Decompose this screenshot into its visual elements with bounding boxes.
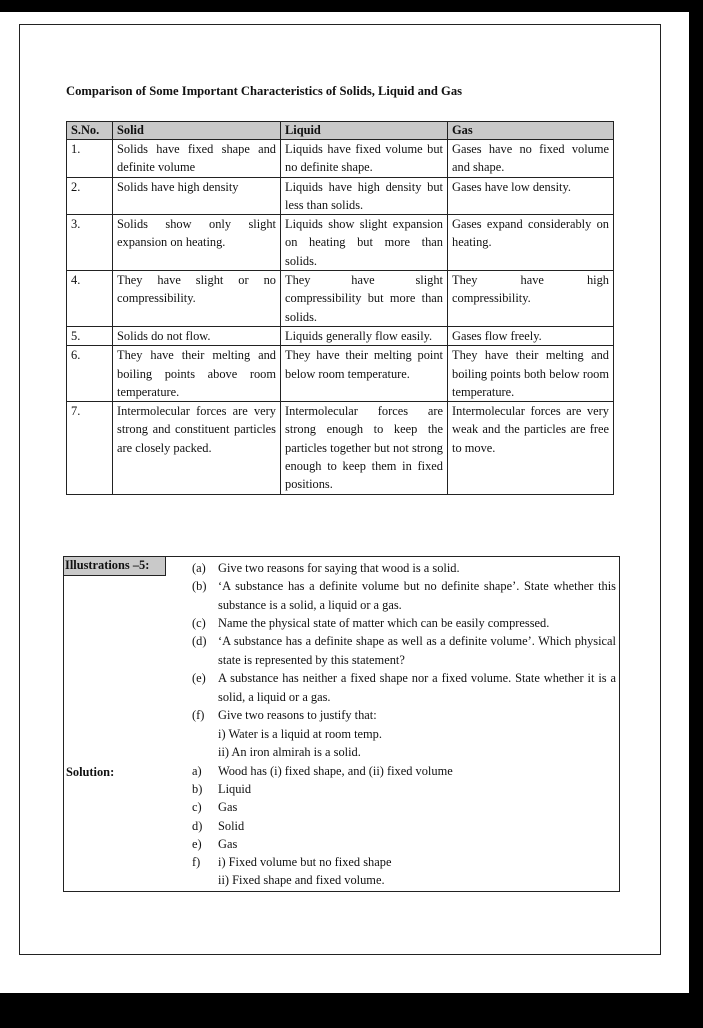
cell-liquid: Liquids have fixed volume but no definite shape.	[281, 140, 448, 178]
solution-label: Solution:	[66, 765, 115, 779]
solution-text: Liquid	[218, 782, 252, 796]
solution-text: Wood has (i) fixed shape, and (ii) fixed volume	[218, 764, 453, 778]
header-solid: Solid	[113, 122, 281, 140]
solution-marker: f)	[192, 855, 201, 869]
cell-solid: Solids show only slight expansion on heating.	[113, 215, 281, 271]
cell-sno: 6.	[67, 346, 113, 402]
question-marker: (c)	[192, 616, 206, 630]
solution-text: Solid	[218, 819, 245, 833]
cell-liquid: Intermolecular forces are strong enough to keep the particles together but not strong enough to keep them in fixed positions.	[281, 402, 448, 494]
cell-gas: They have their melting and boiling points both below room temperature.	[448, 346, 614, 402]
table-row	[67, 177, 614, 215]
cell-solid: Solids do not flow.	[113, 326, 281, 345]
table-row	[67, 326, 614, 345]
cell-liquid: Liquids have high density but less than solids.	[281, 177, 448, 215]
cell-gas: They have high compressibility.	[448, 271, 614, 327]
table-row	[67, 215, 614, 271]
table-row	[67, 402, 614, 494]
top-black-bar	[0, 0, 703, 12]
table-row	[67, 271, 614, 327]
question-item	[192, 669, 616, 706]
solution-extra-text: ii) Fixed shape and fixed volume.	[218, 873, 385, 887]
solution-extra	[192, 871, 385, 890]
right-black-strip	[689, 12, 703, 993]
cell-solid: Solids have fixed shape and definite volume	[113, 140, 281, 178]
solution-text: i) Fixed volume but no fixed shape	[218, 855, 392, 869]
sub-question-text: ii) An iron almirah is a solid.	[218, 745, 361, 759]
question-marker: (d)	[192, 634, 207, 648]
cell-liquid: Liquids show slight expansion on heating but more than solids.	[281, 215, 448, 271]
solution-marker: d)	[192, 819, 203, 833]
cell-solid: They have slight or no compressibility.	[113, 271, 281, 327]
question-text: Give two reasons for saying that wood is a solid.	[218, 561, 460, 575]
solution-item	[192, 817, 244, 836]
page-title: Comparison of Some Important Characteristics of Solids, Liquid and Gas	[66, 84, 463, 98]
question-text: Give two reasons to justify that:	[218, 708, 377, 722]
solution-marker: c)	[192, 800, 202, 814]
question-item	[192, 614, 616, 633]
header-gas: Gas	[448, 122, 614, 140]
question-marker: (e)	[192, 671, 206, 685]
cell-sno: 3.	[67, 215, 113, 271]
header-liquid: Liquid	[281, 122, 448, 140]
question-marker: (f)	[192, 708, 205, 722]
question-text: A substance has neither a fixed shape nor a fixed volume. State whether it is a solid, a liquid or a gas.	[218, 671, 616, 704]
solution-marker: a)	[192, 764, 202, 778]
sub-question	[192, 725, 382, 744]
illustration-box	[63, 556, 620, 892]
solution-text: Gas	[218, 800, 238, 814]
solution-item	[192, 853, 391, 872]
cell-liquid: Liquids generally flow easily.	[281, 326, 448, 345]
question-marker: (a)	[192, 561, 206, 575]
bottom-black-bar	[0, 993, 703, 1028]
header-sno: S.No.	[67, 122, 113, 140]
solution-item	[192, 798, 237, 817]
cell-sno: 1.	[67, 140, 113, 178]
cell-solid: Solids have high density	[113, 177, 281, 215]
table-row	[67, 140, 614, 178]
cell-sno: 4.	[67, 271, 113, 327]
question-item	[192, 577, 616, 614]
question-item	[192, 632, 616, 669]
question-item	[192, 559, 616, 578]
illustration-label: Illustrations –5:	[64, 557, 166, 576]
comparison-table	[66, 121, 614, 495]
question-text: Name the physical state of matter which can be easily compressed.	[218, 616, 550, 630]
solution-item	[192, 835, 237, 854]
question-marker: (b)	[192, 579, 207, 593]
solution-marker: e)	[192, 837, 202, 851]
solution-item	[192, 762, 453, 781]
sub-question-text: i) Water is a liquid at room temp.	[218, 727, 382, 741]
cell-solid: They have their melting and boiling points above room temperature.	[113, 346, 281, 402]
cell-liquid: They have slight compressibility but more than solids.	[281, 271, 448, 327]
question-text: ‘A substance has a definite shape as well as a definite volume’. Which physical state is represented by this statement?	[218, 634, 616, 667]
cell-sno: 2.	[67, 177, 113, 215]
question-item	[192, 706, 616, 725]
table-row	[67, 346, 614, 402]
cell-gas: Gases have no fixed volume and shape.	[448, 140, 614, 178]
table-header-row	[67, 122, 614, 140]
question-text: ‘A substance has a definite volume but no definite shape’. State whether this substance is a solid, a liquid or a gas.	[218, 579, 616, 612]
cell-sno: 5.	[67, 326, 113, 345]
cell-gas: Gases expand considerably on heating.	[448, 215, 614, 271]
cell-sno: 7.	[67, 402, 113, 494]
cell-gas: Gases flow freely.	[448, 326, 614, 345]
solution-item	[192, 780, 251, 799]
solution-text: Gas	[218, 837, 238, 851]
sub-question	[192, 743, 361, 762]
cell-gas: Gases have low density.	[448, 177, 614, 215]
solution-marker: b)	[192, 782, 203, 796]
cell-gas: Intermolecular forces are very weak and the particles are free to move.	[448, 402, 614, 494]
cell-solid: Intermolecular forces are very strong and constituent particles are closely packed.	[113, 402, 281, 494]
cell-liquid: They have their melting point below room temperature.	[281, 346, 448, 402]
